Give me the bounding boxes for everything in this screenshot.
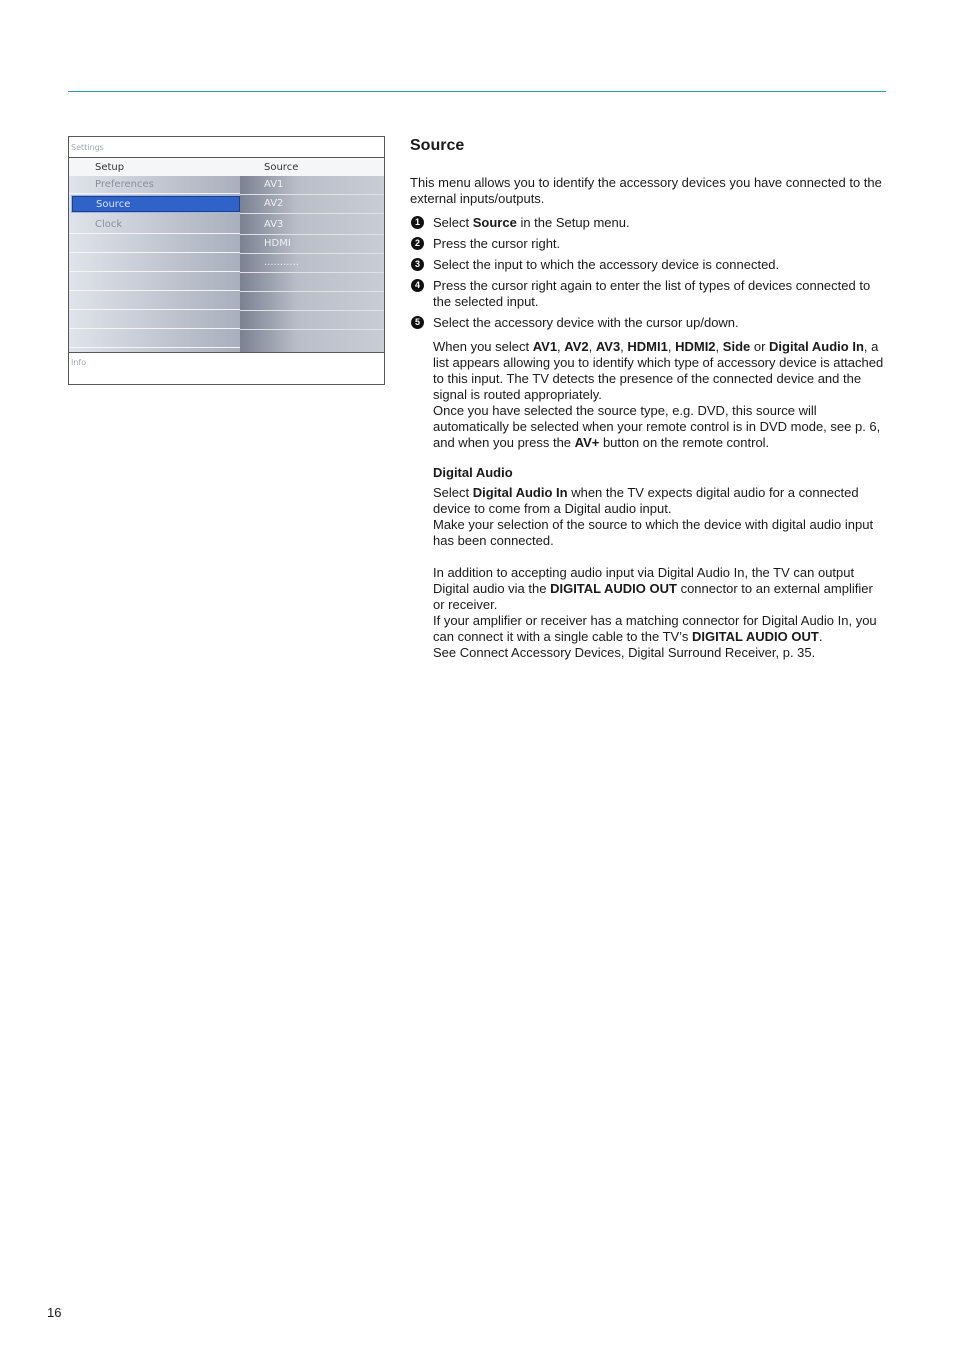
menu-value-empty (240, 292, 384, 311)
menu-column-header (69, 157, 384, 176)
menu-col-setup: Setup (95, 162, 125, 173)
menu-value-av1[interactable]: AV1 (240, 176, 384, 195)
menu-col-source: Source (264, 162, 299, 173)
page-number: 16 (47, 1305, 62, 1320)
intro-paragraph: This menu allows you to identify the accessory devices you have connected to the external inputs/outputs. (410, 175, 882, 206)
digital-audio-p1: Select Digital Audio In when the TV expects digital audio for a connected device to come from a Digital audio input. (433, 485, 859, 516)
digital-audio-p2: Make your selection of the source to which the device with digital audio input has been connected. (433, 517, 874, 548)
digital-audio-heading: Digital Audio (433, 465, 513, 480)
menu-value-empty (240, 311, 384, 330)
menu-item-empty (69, 273, 240, 291)
menu-value-av3[interactable]: AV3 (240, 216, 384, 235)
menu-title: Settings (71, 143, 104, 152)
menu-item-empty (69, 235, 240, 253)
step-1: 1 Select Source in the Setup menu. (410, 215, 886, 231)
menu-value-empty (240, 273, 384, 292)
menu-value-more: ........... (240, 254, 384, 273)
menu-item-source[interactable]: Source (71, 195, 241, 213)
step-3: 3 Select the input to which the accessory device is connected. (410, 257, 886, 273)
menu-value-av2[interactable]: AV2 (240, 195, 384, 214)
when-paragraph: When you select AV1, AV2, AV3, HDMI1, HDMI2, Side or Digital Audio In, a list appears allowing you to identify which type of accessory device is attached to this input. The TV detects the presence of the connected device and the signal is routed appropriately. (433, 339, 884, 402)
tv-settings-menu-illustration (68, 136, 385, 385)
step-number-icon: 3 (411, 258, 424, 271)
section-heading: Source (410, 137, 465, 154)
menu-item-empty (69, 330, 240, 348)
step-2: 2 Press the cursor right. (410, 236, 886, 252)
header-rule (68, 91, 886, 92)
menu-item-preferences[interactable]: Preferences (69, 176, 240, 194)
step-4: 4 Press the cursor right again to enter the list of types of devices connected to the selected input. (410, 278, 886, 310)
text-column (410, 138, 886, 661)
menu-item-empty (69, 311, 240, 329)
step-number-icon: 2 (411, 237, 424, 250)
step-number-icon: 5 (411, 316, 424, 329)
menu-item-clock[interactable]: Clock (69, 216, 240, 234)
digital-audio-p5: See Connect Accessory Devices, Digital Surround Receiver, p. 35. (433, 645, 816, 660)
digital-audio-p3: In addition to accepting audio input via Digital Audio In, the TV can output Digital audio via the DIGITAL AUDIO OUT connector to an external amplifier or receiver. (433, 565, 873, 612)
step-number-icon: 1 (411, 216, 424, 229)
menu-right-panel (240, 176, 384, 352)
menu-value-hdmi[interactable]: HDMI (240, 235, 384, 254)
digital-audio-p4: If your amplifier or receiver has a matching connector for Digital Audio In, you can connect it with a single cable to the TV’s DIGITAL AUDIO OUT. (433, 613, 877, 644)
once-paragraph: Once you have selected the source type, e.g. DVD, this source will automatically be selected when your remote control is in DVD mode, see p. 6, and when you press the AV+ button on the remote control. (433, 403, 881, 450)
step-number-icon: 4 (411, 279, 424, 292)
menu-info-area (69, 352, 384, 385)
step-5: 5 Select the accessory device with the cursor up/down. (410, 315, 886, 331)
menu-info-label: Info (71, 358, 87, 367)
menu-item-empty (69, 292, 240, 310)
menu-item-empty (69, 254, 240, 272)
menu-left-panel (69, 176, 240, 352)
